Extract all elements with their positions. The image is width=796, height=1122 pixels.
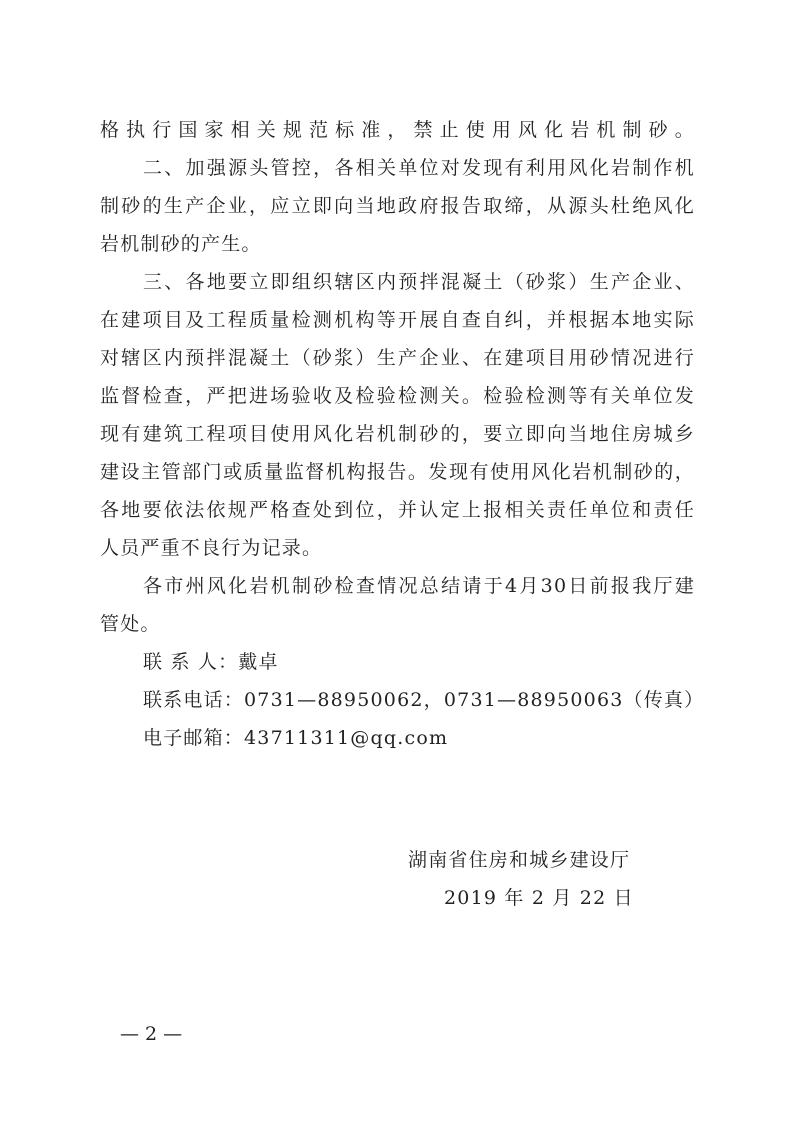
body-line: 格执行国家相关规范标准，禁止使用风化岩机制砂。 [100,119,695,141]
signature-org: 湖南省住房和城乡建设厅 [408,849,631,871]
body-line: 在建项目及工程质量检测机构等开展自查自纠，并根据本地实际 [100,309,695,331]
contact-email: 电子邮箱：43711311@qq.com [143,727,449,749]
body-line: 对辖区内预拌混凝土（砂浆）生产企业、在建项目用砂情况进行 [100,347,695,369]
body-line: 岩机制砂的产生。 [100,233,262,255]
body-line: 各地要依法依规严格查处到位，并认定上报相关责任单位和责任 [100,499,695,521]
body-line: 三、各地要立即组织辖区内预拌混凝土（砂浆）生产企业、 [143,271,695,293]
body-line: 监督检查，严把进场验收及检验检测关。检验检测等有关单位发 [100,385,695,407]
body-line: 各市州风化岩机制砂检查情况总结请于4月30日前报我厅建 [143,575,695,597]
body-line: 制砂的生产企业，应立即向当地政府报告取缔，从源头杜绝风化 [100,195,695,217]
contact-phone: 联系电话：0731—88950062，0731—88950063（传真） [143,689,705,711]
body-line: 人员严重不良行为记录。 [100,537,323,559]
contact-person: 联 系 人：戴卓 [143,651,279,673]
body-line: 管处。 [100,613,161,635]
page-number: — 2 — [120,1023,183,1045]
body-line: 二、加强源头管控，各相关单位对发现有利用风化岩制作机 [143,157,695,179]
body-line: 现有建筑工程项目使用风化岩机制砂的，要立即向当地住房城乡 [100,423,695,445]
signature-date: 2019 年 2 月 22 日 [444,887,634,909]
body-line: 建设主管部门或质量监督机构报告。发现有使用风化岩机制砂的， [100,461,695,483]
